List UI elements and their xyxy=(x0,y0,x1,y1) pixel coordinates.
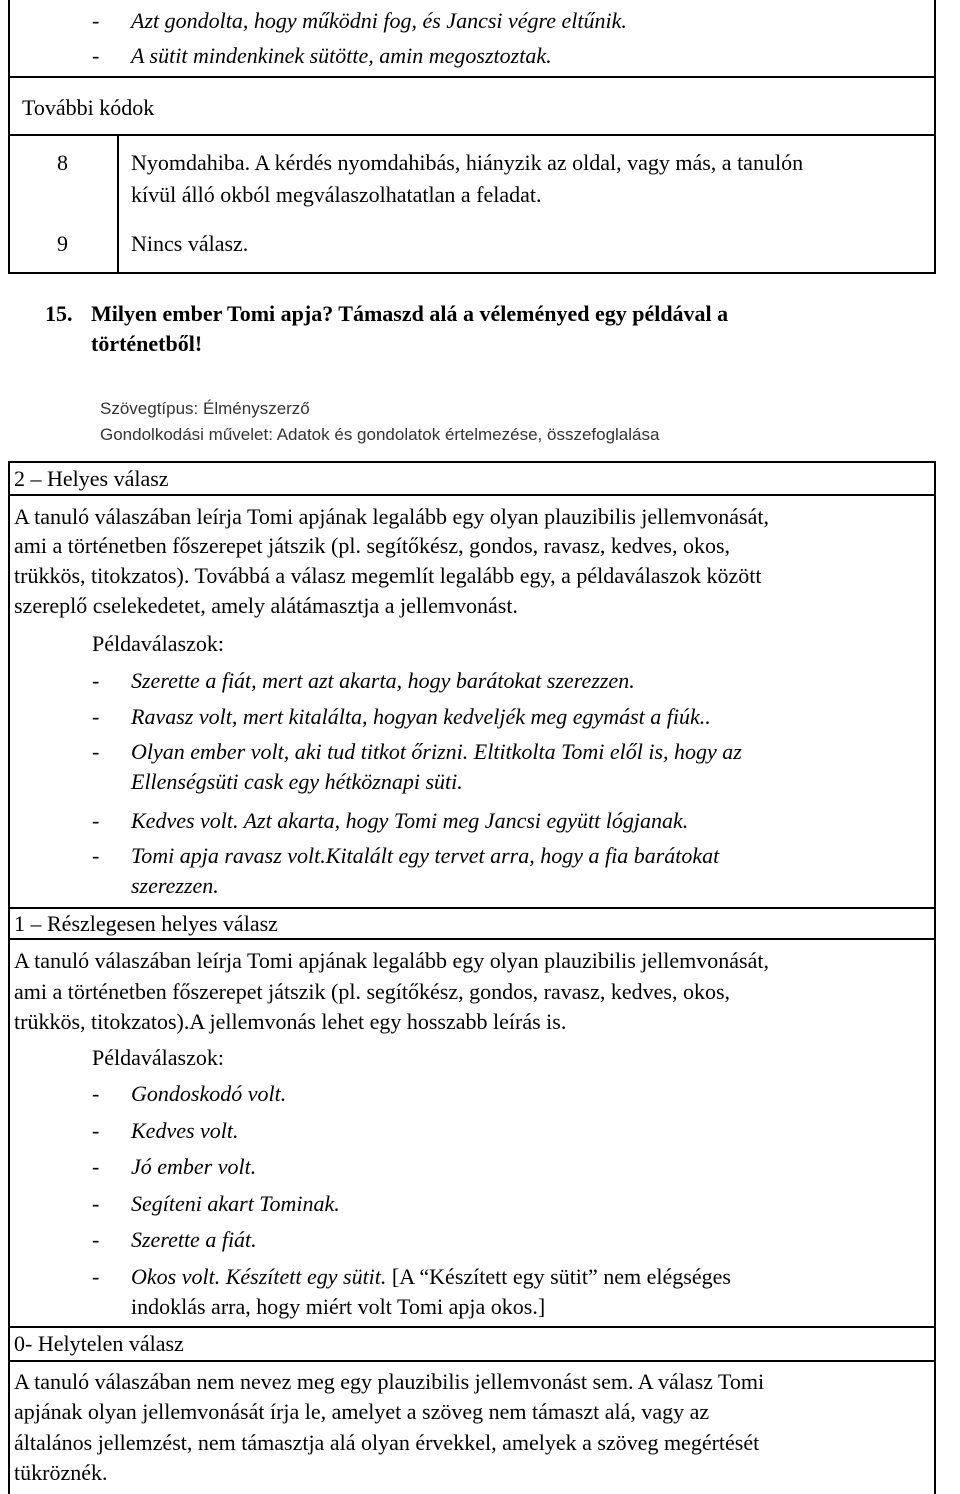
examples-label: Példaválaszok: xyxy=(92,1045,224,1070)
examples-label: Példaválaszok: xyxy=(92,631,224,656)
example-answer: Gondoskodó volt. xyxy=(131,1081,287,1106)
section-body-line: szereplő cselekedetet, amely alátámasztja a jellemvonást. xyxy=(14,593,518,618)
example-note: [A “Készített egy sütit” nem elégséges xyxy=(386,1264,731,1289)
example-answer: Szerette a fiát. xyxy=(131,1227,257,1252)
list-dash: - xyxy=(92,668,100,693)
example-answer: Segíteni akart Tominak. xyxy=(131,1191,340,1216)
example-answer: szerezzen. xyxy=(131,873,219,898)
codes-divider xyxy=(8,134,936,136)
table-row-divider xyxy=(8,1326,936,1328)
question-number: 15. xyxy=(45,301,73,326)
example-answer: Olyan ember volt, aki tud titkot őrizni. Eltitkolta Tomi elől is, hogy az xyxy=(131,739,742,764)
example-answer: Tomi apja ravasz volt.Kitalált egy tervet arra, hogy a fia barátokat xyxy=(131,843,720,868)
example-answer: Kedves volt. xyxy=(131,1118,239,1143)
code-description: Nincs válasz. xyxy=(131,231,249,256)
section-body-line: általános jellemzést, nem támasztja alá olyan érvekkel, amelyek a szöveg megértését xyxy=(14,1430,760,1455)
thinking-operation-label: Gondolkodási művelet: Adatok és gondolatok értelmezése, összefoglalása xyxy=(100,425,660,444)
example-answer: Szerette a fiát, mert azt akarta, hogy barátokat szerezzen. xyxy=(131,668,635,693)
section-header-no-credit: 0- Helytelen válasz xyxy=(14,1331,184,1356)
table-row-divider xyxy=(8,494,936,496)
section-body-line: A tanuló válaszában leírja Tomi apjának legalább egy olyan plauzibilis jellemvonását, xyxy=(14,504,769,529)
list-dash: - xyxy=(92,8,100,33)
example-answer: Ravasz volt, mert kitalálta, hogyan kedveljék meg egymást a fiúk.. xyxy=(131,704,711,729)
list-dash: - xyxy=(92,1264,100,1289)
codes-column-divider xyxy=(117,134,119,274)
list-item: Azt gondolta, hogy működni fog, és Jancsi végre eltűnik. xyxy=(131,8,627,33)
list-item: A sütit mindenkinek sütötte, amin megosztoztak. xyxy=(131,43,552,68)
section-body-line: A tanuló válaszában nem nevez meg egy plauzibilis jellemvonást sem. A válasz Tomi xyxy=(14,1369,765,1394)
list-dash: - xyxy=(92,704,100,729)
list-dash: - xyxy=(92,1227,100,1252)
list-dash: - xyxy=(92,843,100,868)
code-description: Nyomdahiba. A kérdés nyomdahibás, hiányzik az oldal, vagy más, a tanulón xyxy=(131,150,804,175)
section-header-partial-credit: 1 – Részlegesen helyes válasz xyxy=(14,911,278,936)
code-number: 8 xyxy=(57,150,68,175)
example-answer: Kedves volt. Azt akarta, hogy Tomi meg Jancsi együtt lógjanak. xyxy=(131,808,689,833)
example-answer-with-note xyxy=(131,1262,731,1292)
list-dash: - xyxy=(92,808,100,833)
example-answer: Okos volt. Készített egy sütit. xyxy=(131,1264,387,1289)
list-dash: - xyxy=(92,1154,100,1179)
section-body-line: apjának olyan jellemvonását írja le, amelyet a szöveg nem támaszt alá, vagy az xyxy=(14,1399,710,1424)
list-dash: - xyxy=(92,1191,100,1216)
section-body-line: trükkös, titokzatos). Továbbá a válasz megemlít legalább egy, a példaválaszok között xyxy=(14,563,762,588)
further-codes-title: További kódok xyxy=(22,95,155,120)
table-row-divider xyxy=(8,1360,936,1362)
list-dash: - xyxy=(92,1081,100,1106)
code-number: 9 xyxy=(57,231,68,256)
list-dash: - xyxy=(92,739,100,764)
code-description: kívül álló okból megválaszolhatatlan a feladat. xyxy=(131,182,542,207)
section-header-full-credit: 2 – Helyes válasz xyxy=(14,466,169,491)
example-answer: Ellenségsüti cask egy hétköznapi süti. xyxy=(131,769,463,794)
example-note: indoklás arra, hogy miért volt Tomi apja okos.] xyxy=(131,1294,546,1319)
example-answer: Jó ember volt. xyxy=(131,1154,257,1179)
section-body-line: ami a történetben főszerepet játszik (pl. segítőkész, gondos, ravasz, kedves, okos, xyxy=(14,533,730,558)
section-body-line: ami a történetben főszerepet játszik (pl. segítőkész, gondos, ravasz, kedves, okos, xyxy=(14,979,730,1004)
question-text: történetből! xyxy=(91,331,203,356)
section-body-line: tükröznék. xyxy=(14,1460,108,1485)
section-body-line: A tanuló válaszában leírja Tomi apjának legalább egy olyan plauzibilis jellemvonását, xyxy=(14,948,769,973)
question-text: Milyen ember Tomi apja? Támaszd alá a véleményed egy példával a xyxy=(91,301,729,326)
list-dash: - xyxy=(92,1118,100,1143)
list-dash: - xyxy=(92,43,100,68)
section-body-line: trükkös, titokzatos).A jellemvonás lehet egy hosszabb leírás is. xyxy=(14,1009,567,1034)
text-type-label: Szövegtípus: Élményszerző xyxy=(100,399,310,418)
